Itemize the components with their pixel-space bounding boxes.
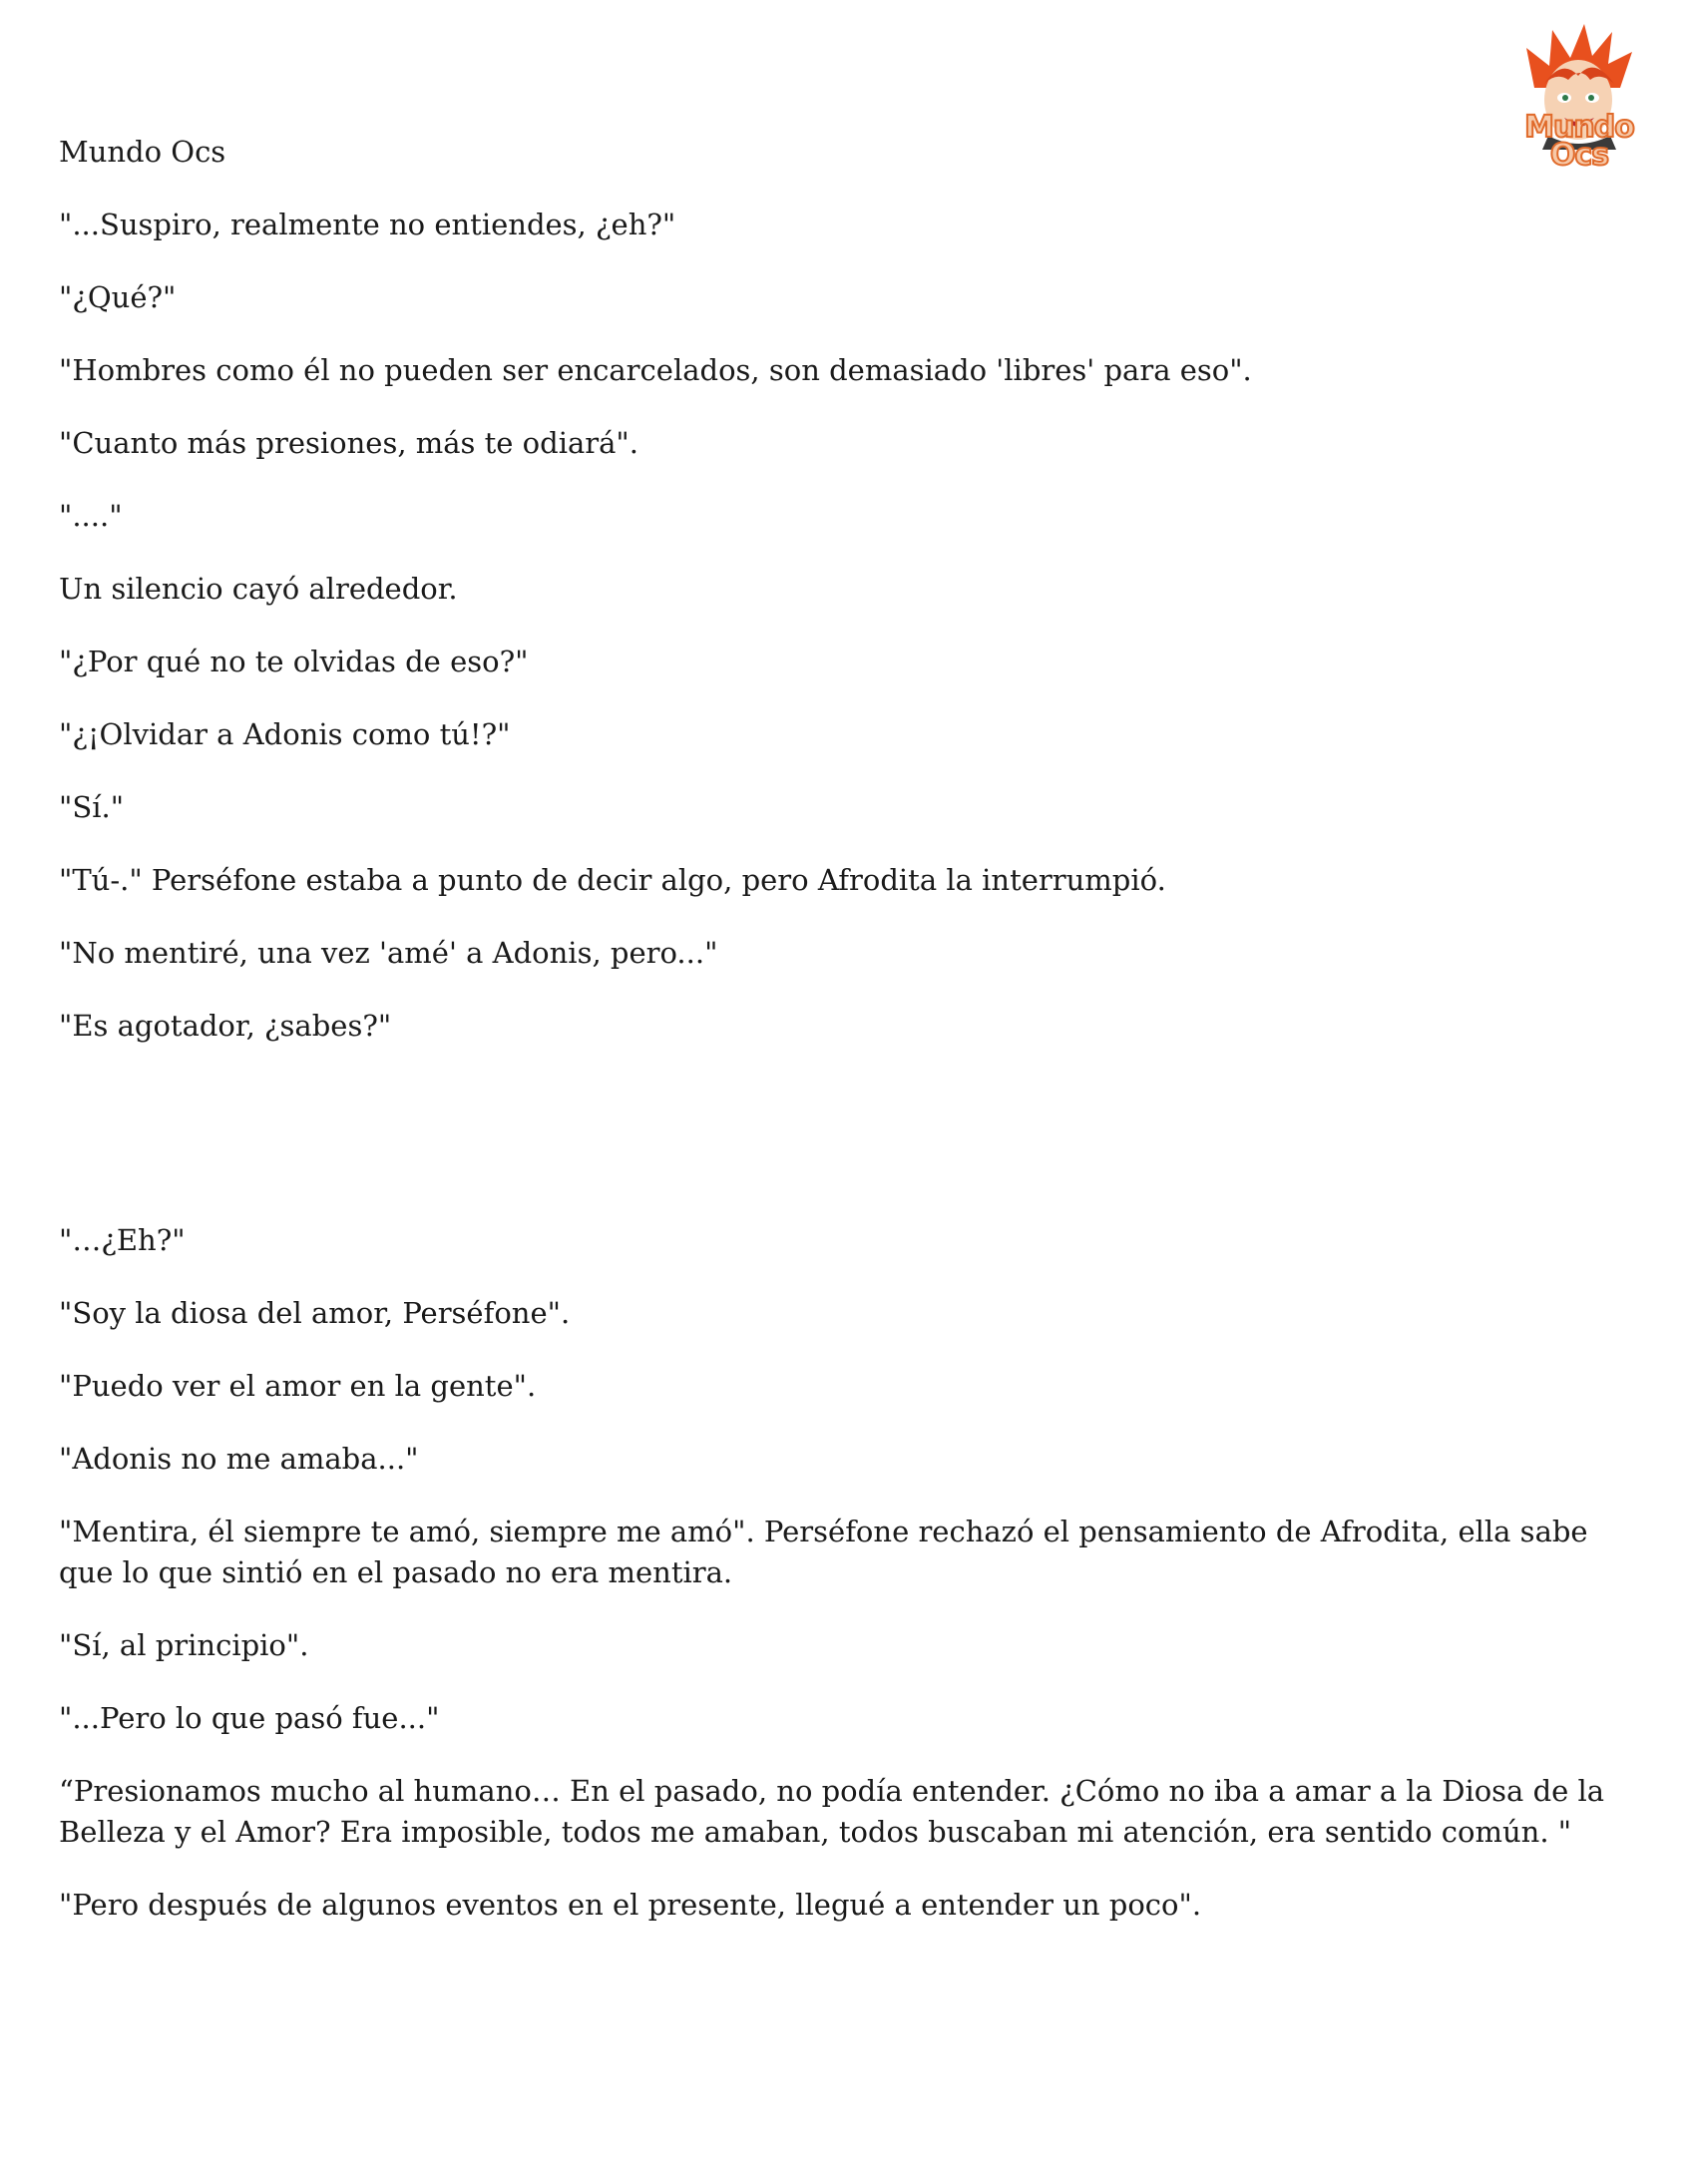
document-title: Mundo Ocs — [59, 135, 226, 169]
paragraph: "Pero después de algunos eventos en el presente, llegué a entender un poco". — [59, 1888, 1202, 1922]
paragraph: "Es agotador, ¿sabes?" — [59, 1009, 392, 1043]
text-block-part1 — [59, 205, 1635, 1079]
paragraph: "Tú-." Perséfone estaba a punto de decir algo, pero Afrodita la interrumpió. — [59, 863, 1166, 897]
paragraph: "...Pero lo que pasó fue..." — [59, 1701, 440, 1735]
paragraph: "…¿Eh?" — [59, 1223, 186, 1257]
paragraph: "Hombres como él no pueden ser encarcelados, son demasiado 'libres' para eso". — [59, 353, 1252, 387]
mundo-ocs-logo — [1504, 18, 1654, 178]
paragraph: "Sí, al principio". — [59, 1628, 309, 1662]
paragraph: "Adonis no me amaba..." — [59, 1442, 419, 1476]
paragraph: "Mentira, él siempre te amó, siempre me amó". Perséfone rechazó el pensamiento de Afrodita, ella sabe que lo que sintió en el pasado no era mentira. — [59, 1515, 1588, 1589]
logo-wordmark — [1504, 110, 1654, 173]
paragraph: "¿Por qué no te olvidas de eso?" — [59, 645, 529, 678]
paragraph: "¿¡Olvidar a Adonis como tú!?" — [59, 717, 511, 751]
logo-text-line2: Ocs — [1549, 138, 1609, 173]
paragraph: "...." — [59, 499, 123, 533]
paragraph: "Soy la diosa del amor, Perséfone". — [59, 1296, 571, 1330]
paragraph: "...Suspiro, realmente no entiendes, ¿eh?" — [59, 208, 676, 241]
paragraph: “Presionamos mucho al humano… En el pasado, no podía entender. ¿Cómo no iba a amar a la Diosa de la Belleza y el Amor? Era imposible, todos me amaban, todos buscaban mi atención, era sentido común. " — [59, 1774, 1605, 1849]
paragraph: "No mentiré, una vez 'amé' a Adonis, pero..." — [59, 936, 718, 970]
paragraph: "¿Qué?" — [59, 280, 177, 314]
paragraph: "Cuanto más presiones, más te odiará". — [59, 426, 638, 460]
paragraph: Un silencio cayó alrededor. — [59, 572, 458, 606]
logo-text-line1: Mundo — [1524, 110, 1634, 145]
paragraph: "Puedo ver el amor en la gente". — [59, 1369, 537, 1403]
text-block-part2 — [59, 1220, 1635, 1958]
paragraph: "Sí." — [59, 790, 125, 824]
